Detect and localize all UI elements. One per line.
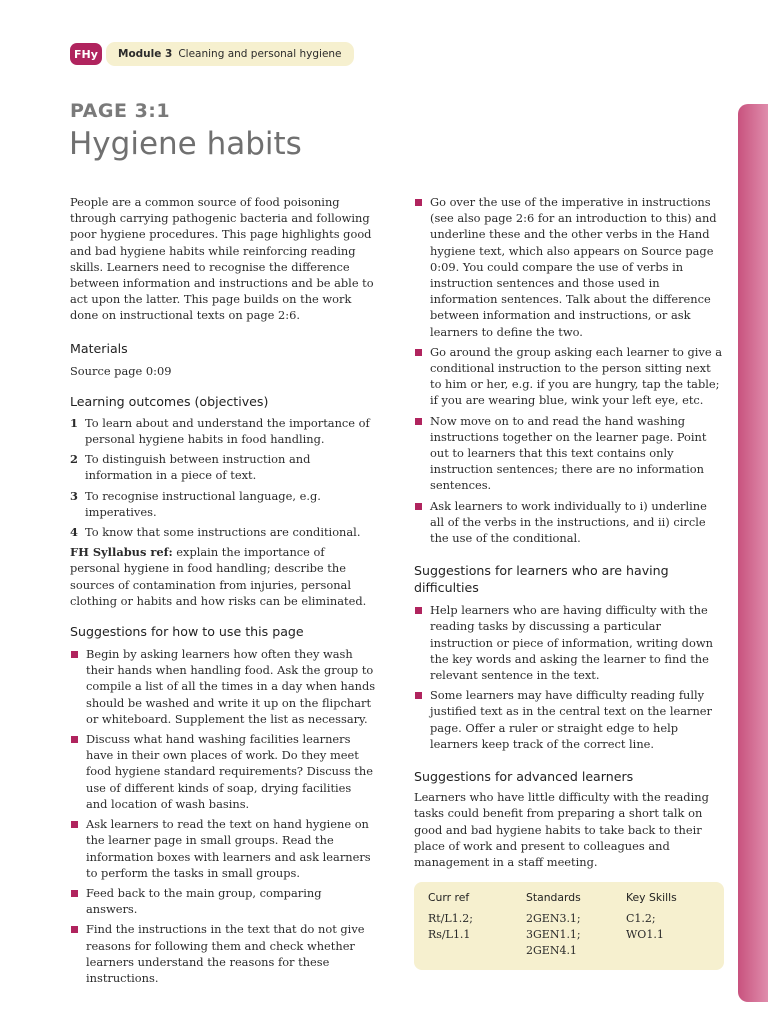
- list-item: [414, 413, 724, 494]
- bullet-square-icon: [71, 821, 78, 828]
- module-title: Cleaning and personal hygiene: [178, 48, 342, 60]
- curr-ref-value: Rs/L1.1: [428, 928, 471, 942]
- outcome-text: To distinguish between instruction and information in a piece of text.: [85, 452, 311, 483]
- outcome-item: [70, 524, 376, 540]
- list-item-text: Ask learners to work individually to i) underline all of the verbs in the instructions, and ii) circle the use of the conditional.: [430, 498, 707, 546]
- key-skills-column: [626, 890, 677, 943]
- module-label: Module 3: [118, 48, 173, 60]
- left-column: [70, 194, 376, 990]
- list-item: [414, 344, 724, 409]
- advanced-text: Learners who have little difficulty with the reading tasks could benefit from preparing a short talk on good and bad hygiene habits to take back to their place of work and present to colleagues and management in a staff meeting.: [414, 790, 709, 869]
- standards-value: 2GEN4.1: [526, 944, 577, 958]
- outcome-text: To recognise instructional language, e.g. imperatives.: [85, 488, 321, 519]
- bullet-square-icon: [415, 199, 422, 206]
- outcome-number: 3: [70, 488, 78, 503]
- standards-value: 3GEN1.1;: [526, 928, 581, 942]
- outcome-text: To know that some instructions are conditional.: [85, 525, 361, 540]
- list-item-text: Some learners may have difficulty reading fully justified text as in the central text on the learner page. Offer a ruler or straight edge to help learners keep track of the correct line.: [430, 688, 712, 751]
- curr-ref-heading: Curr ref: [428, 891, 470, 905]
- bullet-square-icon: [415, 349, 422, 356]
- bullet-square-icon: [415, 503, 422, 510]
- list-item-text: Help learners who are having difficulty with the reading tasks by discussing a particular instruction or piece of information, writing down the key words and asking the learner to find the relevant sentence in the text.: [430, 603, 713, 683]
- list-item: [70, 816, 376, 881]
- how-to-use-heading: Suggestions for how to use this page: [70, 624, 304, 640]
- key-skills-value: WO1.1: [626, 928, 664, 942]
- bullet-square-icon: [71, 926, 78, 933]
- key-skills-value: C1.2;: [626, 912, 656, 926]
- list-item-text: Now move on to and read the hand washing instructions together on the learner page. Point out to learners that this text contains only instruction sentences; there are no information sentences.: [430, 413, 707, 493]
- outcome-item: [70, 451, 376, 483]
- list-item-text: Feed back to the main group, comparing answers.: [86, 885, 322, 917]
- bullet-square-icon: [415, 418, 422, 425]
- list-item: [70, 885, 376, 917]
- outcomes-heading: Learning outcomes (objectives): [70, 393, 269, 409]
- syllabus-text: explain the importance of personal hygiene in food handling; describe the sources of contamination from injuries, personal clothing or habits and how risks can be eliminated.: [70, 545, 367, 608]
- curr-ref-value: Rt/L1.2;: [428, 912, 473, 926]
- standards-heading: Standards: [526, 891, 581, 905]
- bullet-square-icon: [415, 607, 422, 614]
- outcome-item: [70, 488, 376, 520]
- right-column: [414, 194, 724, 970]
- list-item: [70, 731, 376, 812]
- difficulties-heading: Suggestions for learners who are having difficulties: [414, 563, 669, 596]
- list-item: [414, 687, 724, 752]
- list-item: [70, 646, 376, 727]
- bullet-square-icon: [415, 692, 422, 699]
- materials-text: Source page 0:09: [70, 363, 172, 378]
- list-item: [414, 498, 724, 547]
- list-item: [414, 194, 724, 340]
- module-pill: [106, 42, 354, 66]
- module-header: [70, 42, 354, 66]
- syllabus-label: FH Syllabus ref:: [70, 545, 173, 560]
- list-item-text: Find the instructions in the text that do not give reasons for following them and check whether learners understand the reasons for these instructions.: [86, 922, 365, 985]
- outcome-item: [70, 415, 376, 447]
- outcome-text: To learn about and understand the importance of personal hygiene habits in food handling.: [85, 415, 370, 447]
- list-item: [414, 602, 724, 683]
- list-item: [70, 921, 376, 986]
- outcome-number: 1: [70, 415, 78, 430]
- materials-heading: Materials: [70, 340, 128, 356]
- standards-column: [526, 890, 581, 959]
- list-item-text: Ask learners to read the text on hand hygiene on the learner page in small groups. Read the information boxes with learners and ask learners to perform the tasks in small groups.: [86, 817, 371, 880]
- intro-paragraph: People are a common source of food poisoning through carrying pathogenic bacteria and following poor hygiene procedures. This page highlights good and bad hygiene habits while reinforcing reading skills. Learners need to recognise the difference between information and instructions and be able to act upon the latter. This page builds on the work done on instructional texts on page 2:6.: [70, 195, 374, 323]
- standards-value: 2GEN3.1;: [526, 912, 581, 926]
- curr-ref-column: [428, 890, 473, 943]
- list-item-text: Go over the use of the imperative in instructions (see also page 2:6 for an introduction to this) and underline these and the other verbs in the Hand hygiene text, which also appears on Source page 0:09. You could compare the use of verbs in instruction sentences and those used in information sentences. Talk about the difference between information and instructions, or ask learners to define the two.: [430, 195, 717, 339]
- page-number: PAGE 3:1: [70, 100, 171, 122]
- bullet-square-icon: [71, 651, 78, 658]
- list-item-text: Go around the group asking each learner to give a conditional instruction to the person sitting next to him or her, e.g. if you are hungry, tap the table; if you are wearing blue, wink your left eye, etc.: [430, 344, 723, 408]
- page-title: Hygiene habits: [69, 126, 302, 162]
- curriculum-reference-box: [414, 882, 724, 970]
- page-edge-tab: [738, 104, 768, 1002]
- outcome-number: 4: [70, 525, 78, 540]
- outcome-number: 2: [70, 452, 78, 467]
- syllabus-ref: [70, 544, 376, 609]
- list-item-text: Begin by asking learners how often they wash their hands when handling food. Ask the group to compile a list of all the times in a day when hands should be washed and write it up on the flipchart or whiteboard. Supplement the list as necessary.: [86, 647, 376, 726]
- list-item-text: Discuss what hand washing facilities learners have in their own places of work. Do they meet food hygiene standard requirements? Discuss the use of different kinds of soap, drying facilities and location of wash basins.: [86, 732, 373, 811]
- bullet-square-icon: [71, 736, 78, 743]
- bullet-square-icon: [71, 890, 78, 897]
- key-skills-heading: Key Skills: [626, 891, 677, 905]
- fhy-logo: FHy: [70, 43, 102, 65]
- advanced-heading: Suggestions for advanced learners: [414, 769, 634, 785]
